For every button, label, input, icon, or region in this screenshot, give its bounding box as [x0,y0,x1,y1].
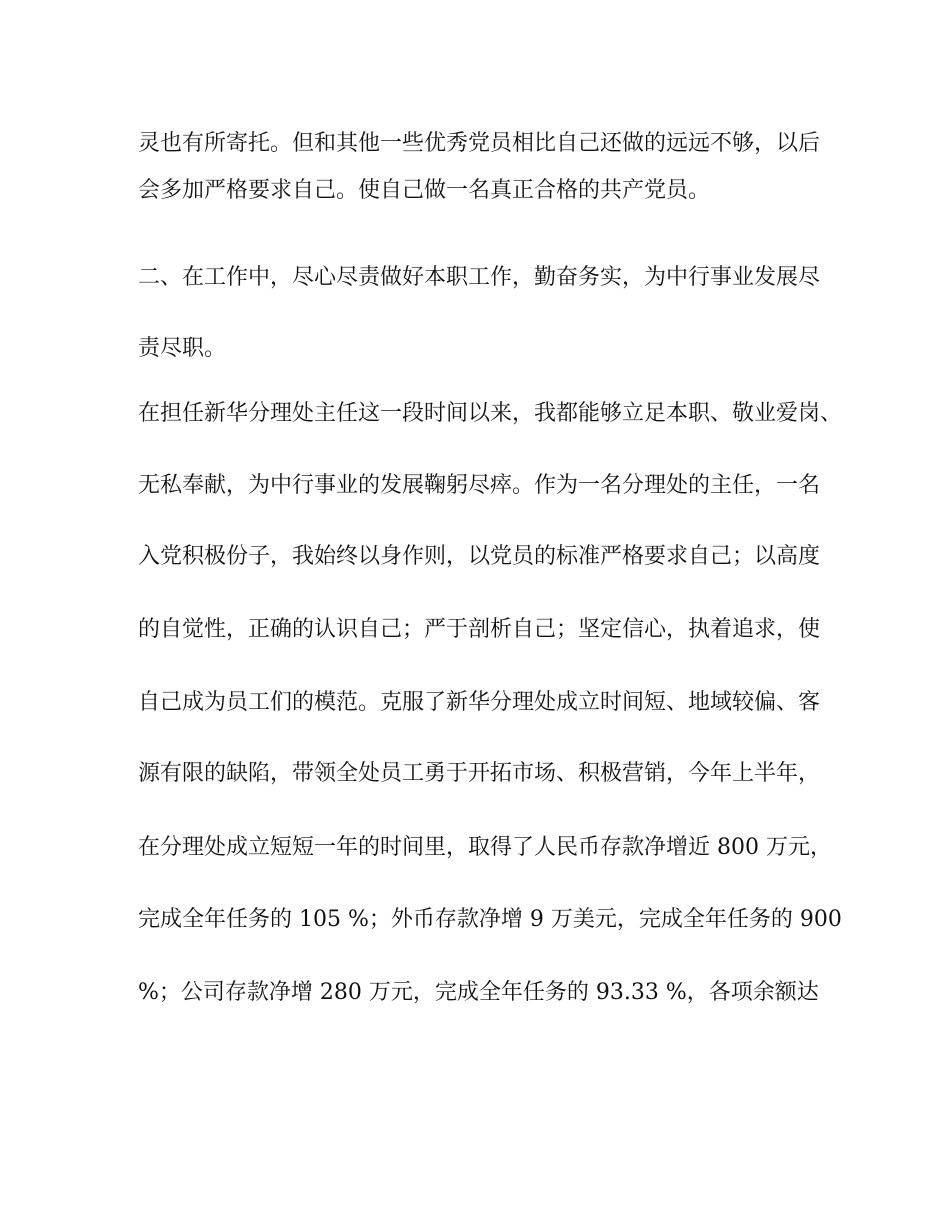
text-line-2: 会多加严格要求自己。使自己做一名真正合格的共产党员。 [138,178,711,203]
text-line-9: 自己成为员工们的模范。克服了新华分理处成立时间短、地域较偏、客 [138,690,821,715]
text-line-6: 无私奉献，为中行事业的发展鞠躬尽瘁。作为一名分理处的主任，一名 [138,473,821,498]
text-line-10: 源有限的缺陷，带领全处员工勇于开拓市场、积极营销，今年上半年， [138,761,821,786]
text-line-5: 在担任新华分理处主任这一段时间以来，我都能够立足本职、敬业爱岗、 [138,401,843,426]
text-line-3: 二、在工作中，尽心尽责做好本职工作，勤奋务实，为中行事业发展尽 [138,265,821,290]
text-line-11: 在分理处成立短短一年的时间里，取得了人民币存款净增近 800 万元， [138,835,832,860]
text-line-8: 的自觉性，正确的认识自己；严于剖析自己；坚定信心，执着追求，使 [138,617,821,642]
text-line-12: 完成全年任务的 105 %；外币存款净增 9 万美元，完成全年任务的 900 [138,907,842,932]
text-line-13: %；公司存款净增 280 万元，完成全年任务的 93.33 %，各项余额达 [138,980,819,1005]
text-line-1: 灵也有所寄托。但和其他一些优秀党员相比自己还做的远远不够，以后 [138,131,821,156]
text-line-4: 责尽职。 [138,336,227,361]
text-line-7: 入党积极份子，我始终以身作则，以党员的标准严格要求自己；以高度 [138,544,821,569]
